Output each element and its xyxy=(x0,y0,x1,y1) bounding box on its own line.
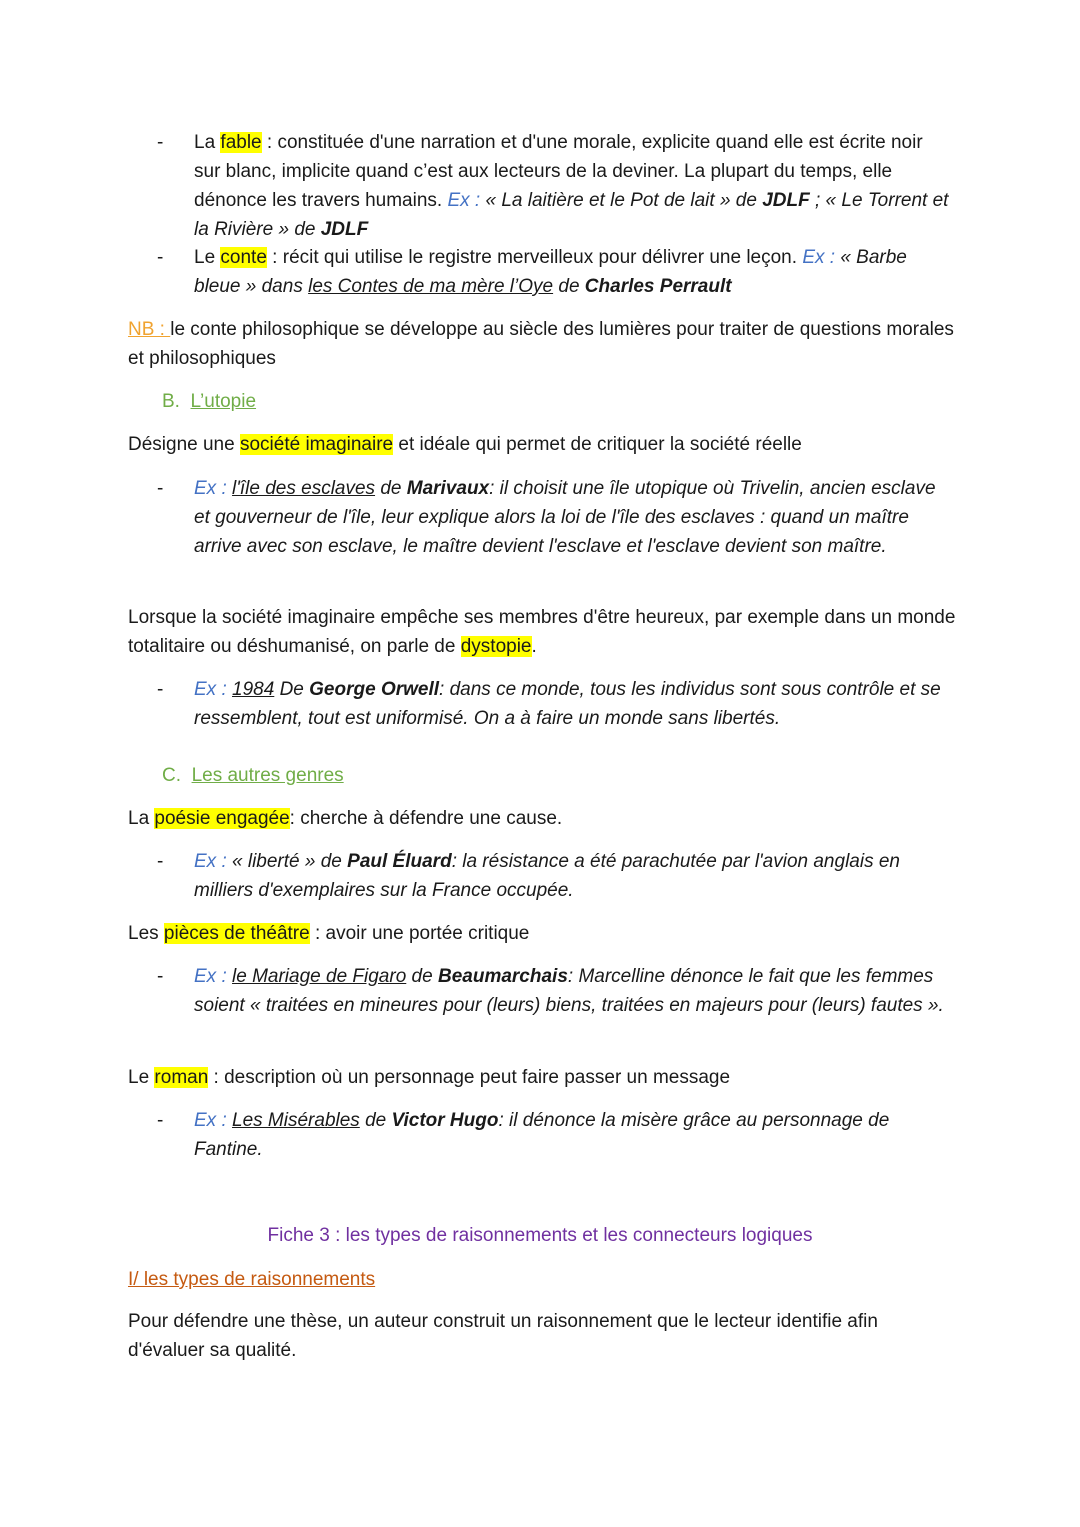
section-c-heading: C. Les autres genres xyxy=(162,765,344,786)
bullet-dash: - xyxy=(157,966,164,987)
fiche-title: Fiche 3 : les types de raisonnements et les connecteurs logiques xyxy=(267,1225,813,1246)
example-label: Ex : xyxy=(802,247,836,268)
bullet-dash: - xyxy=(157,132,164,153)
highlight-societe-imaginaire: société imaginaire xyxy=(239,434,394,455)
example-eluard: Ex : « liberté » de Paul Éluard: la résistance a été parachutée par l'avion anglais en milliers d'exemplaires sur la France occupée. xyxy=(194,851,900,901)
poesie-paragraph: La poésie engagée: cherche à défendre une cause. xyxy=(128,808,563,829)
highlight-dystopie: dystopie xyxy=(460,636,532,657)
example-label: Ex : xyxy=(194,478,227,499)
section-1-heading: I/ les types de raisonnements xyxy=(128,1269,376,1290)
highlight-pieces-de-theatre: pièces de théâtre xyxy=(163,923,310,944)
bullet-dash: - xyxy=(157,478,164,499)
highlight-poesie-engagee: poésie engagée xyxy=(154,808,290,829)
bullet-dash: - xyxy=(157,679,164,700)
example-hugo: Ex : Les Misérables de Victor Hugo: il dénonce la misère grâce au personnage de Fantine. xyxy=(194,1110,890,1160)
conclusion-paragraph: Pour défendre une thèse, un auteur construit un raisonnement que le lecteur identifie afin d'évaluer sa qualité. xyxy=(128,1311,878,1361)
example-label: Ex : xyxy=(194,679,227,700)
bullet-dash: - xyxy=(157,851,164,872)
highlight-roman: roman xyxy=(154,1067,209,1088)
example-label: Ex : xyxy=(194,1110,227,1131)
bullet-dash: - xyxy=(157,247,164,268)
utopie-definition: Désigne une société imaginaire et idéale qui permet de critiquer la société réelle xyxy=(128,434,802,455)
highlight-conte: conte xyxy=(220,247,267,268)
theatre-paragraph: Les pièces de théâtre : avoir une portée critique xyxy=(128,923,530,944)
example-label: Ex : xyxy=(194,851,227,872)
highlight-fable: fable xyxy=(220,132,262,153)
section-b-heading: B. L’utopie xyxy=(162,391,257,412)
fable-item: La fable : constituée d'une narration et d'une morale, explicite quand elle est écrite noir sur blanc, implicite quand c’est aux lecteurs de la deviner. La plupart du temps, elle dénonce les travers humains. Ex : « La laitière et le Pot de lait » de JDLF ; « Le Torrent et la Rivière » de JDLF xyxy=(194,132,949,240)
example-label: Ex : xyxy=(194,966,227,987)
example-orwell: Ex : 1984 De George Orwell: dans ce monde, tous les individus sont sous contrôle et se ressemblent, tout est uniformisé. On a à faire un monde sans libertés. xyxy=(194,679,941,729)
roman-paragraph: Le roman : description où un personnage peut faire passer un message xyxy=(128,1067,731,1088)
bullet-dash: - xyxy=(157,1110,164,1131)
dystopie-paragraph: Lorsque la société imaginaire empêche ses membres d'être heureux, par exemple dans un monde totalitaire ou déshumanisé, on parle de dystopie. xyxy=(128,607,956,657)
example-marivaux: Ex : l'île des esclaves de Marivaux: il choisit une île utopique où Trivelin, ancien esclave et gouverneur de l'île, leur explique alors la loi de l'île des esclaves : quand un maître arrive avec son esclave, le maître devient l'esclave et l'esclave devient son maître. xyxy=(194,478,936,557)
nb-label: NB : xyxy=(128,319,171,340)
example-label: Ex : xyxy=(447,190,481,211)
nb-paragraph: NB : le conte philosophique se développe au siècle des lumières pour traiter de questions morales et philosophiques xyxy=(128,319,954,369)
example-beaumarchais: Ex : le Mariage de Figaro de Beaumarchais: Marcelline dénonce le fait que les femmes soient « traitées en mineures pour (leurs) biens, traitées en majeurs pour (leurs) fautes ». xyxy=(194,966,944,1016)
conte-item: Le conte : récit qui utilise le registre merveilleux pour délivrer une leçon. Ex : « Barbe bleue » dans les Contes de ma mère l’Oye de Charles Perrault xyxy=(194,247,907,297)
